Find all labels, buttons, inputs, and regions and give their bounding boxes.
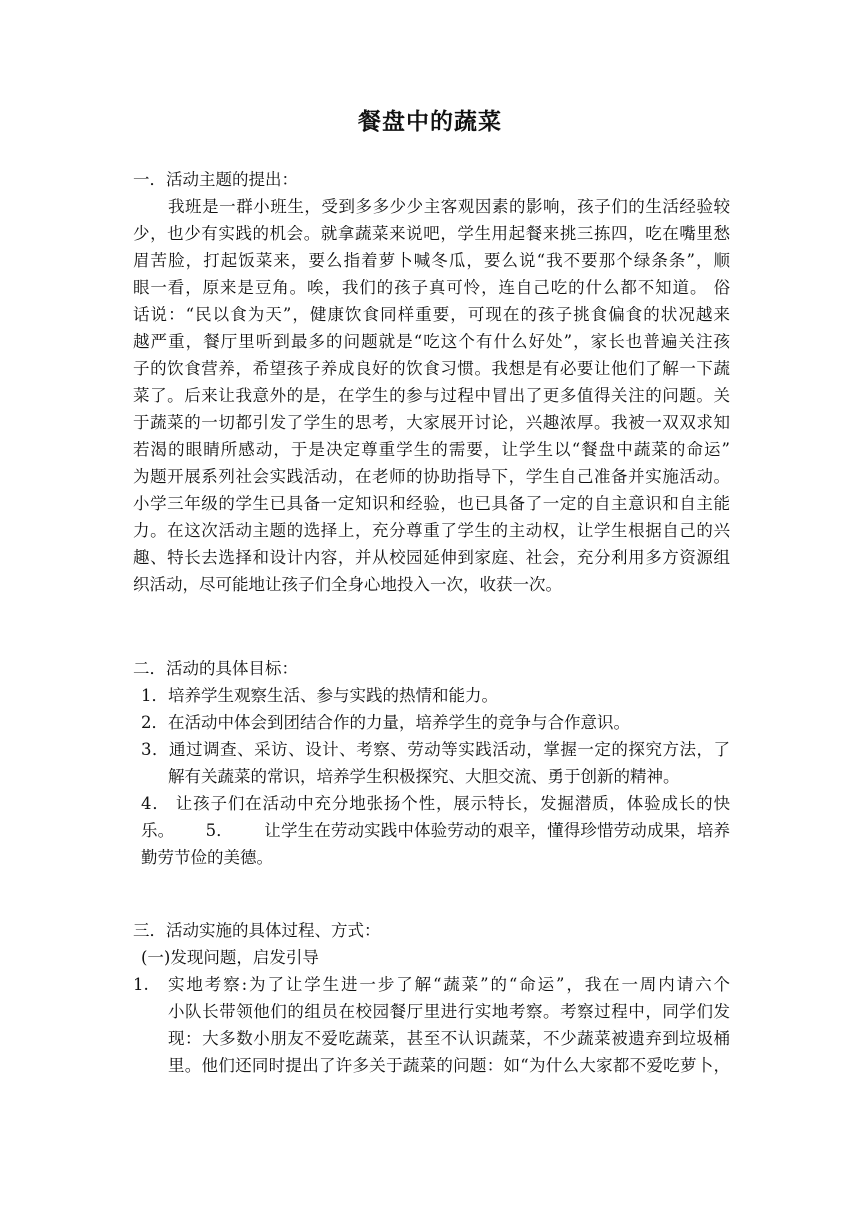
paragraph-line: 为题开展系列社会实践活动，在老师的协助指导下，学生自己准备并实施活动。 xyxy=(133,467,730,486)
paragraph-line: 力。在这次活动主题的选择上，充分尊重了学生的主动权，让学生根据自己的兴 xyxy=(133,521,730,540)
paragraph-line: 趣、特长去选择和设计内容，并从校园延伸到家庭、社会，充分利用多方资源组 xyxy=(133,548,730,567)
list-item-line: 小队长带领他们的组员在校园餐厅里进行实地考察。考察过程中，同学们发 xyxy=(168,1002,730,1021)
goal-item-2: 2．在活动中体会到团结合作的力量，培养学生的竞争与合作意识。 xyxy=(141,713,630,732)
paragraph-line: 我班是一群小班生，受到多多少少主客观因素的影响，孩子们的生活经验较 xyxy=(168,197,730,216)
list-item-line: 里。他们还同时提出了许多关于蔬菜的问题：如“为什么大家都不爱吃萝卜， xyxy=(168,1056,730,1075)
section-heading-1: 一．活动主题的提出： xyxy=(133,170,298,189)
list-item-line: 实地考察:为了让学生进一步了解“蔬菜”的“命运”，我在一周内请六个 xyxy=(168,975,730,994)
document-title: 餐盘中的蔬菜 xyxy=(358,108,502,135)
paragraph-line: 小学三年级的学生已具备一定知识和经验，也已具备了一定的自主意识和自主能 xyxy=(133,494,730,513)
goal-item-3-continued: 解有关蔬菜的常识，培养学生积极探究、大胆交流、勇于创新的精神。 xyxy=(168,767,680,786)
goal-item-4-5: 乐。 5． 让学生在劳动实践中体验劳动的艰辛，懂得珍惜劳动成果，培养 xyxy=(141,821,730,840)
goal-item-5-continued: 勤劳节俭的美德。 xyxy=(141,848,273,867)
list-item-number: 1. xyxy=(133,975,149,994)
paragraph-line: 于蔬菜的一切都引发了学生的思考，大家展开讨论，兴趣浓厚。我被一双双求知 xyxy=(133,413,730,432)
paragraph-line: 话说：“民以食为天”，健康饮食同样重要，可现在的孩子挑食偏食的状况越来 xyxy=(133,305,730,324)
section-heading-3: 三．活动实施的具体过程、方式： xyxy=(133,921,381,940)
paragraph-line: 少，也少有实践的机会。就拿蔬菜来说吧，学生用起餐来挑三拣四，吃在嘴里愁 xyxy=(133,224,730,243)
paragraph-line: 越严重，餐厅里听到最多的问题就是“吃这个有什么好处”，家长也普遍关注孩 xyxy=(133,332,730,351)
section-heading-2: 二．活动的具体目标： xyxy=(133,659,298,678)
paragraph-line: 眼一看，原来是豆角。唉，我们的孩子真可怜，连自己吃的什么都不知道。 俗 xyxy=(133,278,730,297)
goal-item-3: 3．通过调查、采访、设计、考察、劳动等实践活动，掌握一定的探究方法，了 xyxy=(141,740,730,759)
paragraph-line: 织活动，尽可能地让孩子们全身心地投入一次，收获一次。 xyxy=(133,575,562,594)
subheading: (一)发现问题，启发引导 xyxy=(141,948,319,967)
list-item-line: 现：大多数小朋友不爱吃蔬菜，甚至不认识蔬菜，不少蔬菜被遗弃到垃圾桶 xyxy=(168,1029,730,1048)
paragraph-line: 眉苦脸，打起饭菜来，要么指着萝卜喊冬瓜，要么说“我不要那个绿条条”，顺 xyxy=(133,251,730,270)
paragraph-line: 菜了。后来让我意外的是，在学生的参与过程中冒出了更多值得关注的问题。关 xyxy=(133,386,730,405)
goal-item-1: 1．培养学生观察生活、参与实践的热情和能力。 xyxy=(141,686,498,705)
paragraph-line: 若渴的眼睛所感动，于是决定尊重学生的需要，让学生以“餐盘中蔬菜的命运” xyxy=(133,440,730,459)
paragraph-line: 子的饮食营养，希望孩子养成良好的饮食习惯。我想是有必要让他们了解一下蔬 xyxy=(133,359,730,378)
goal-item-4: 4． 让孩子们在活动中充分地张扬个性，展示特长，发掘潜质，体验成长的快 xyxy=(141,794,730,813)
